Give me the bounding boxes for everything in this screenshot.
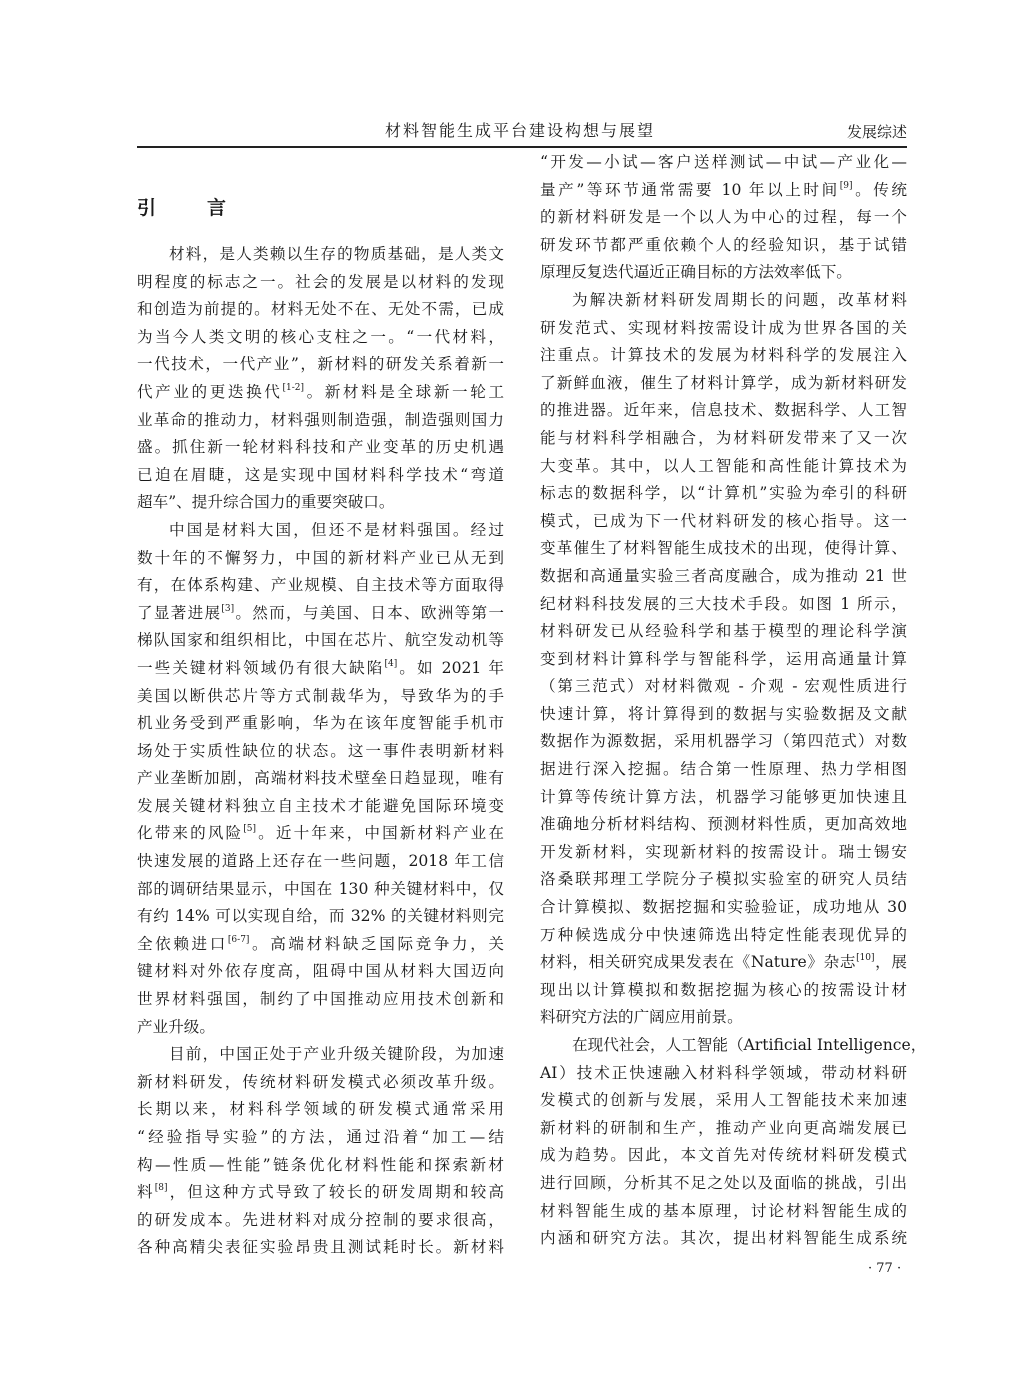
line-text: 数据作为源数据，采用机器学习（第四范式）对数 bbox=[540, 732, 907, 751]
text-line bbox=[540, 1060, 907, 1088]
text-line bbox=[137, 241, 504, 269]
text-line bbox=[137, 1207, 504, 1235]
line-text: 快速计算，将计算得到的数据与实验数据及文献 bbox=[540, 704, 907, 723]
line-text: 全依赖进口 bbox=[137, 934, 228, 953]
text-line bbox=[137, 958, 504, 986]
text-line bbox=[540, 287, 907, 315]
line-text: 能与材料科学相融合，为材料研发带来了又一次 bbox=[540, 428, 907, 447]
text-line bbox=[540, 480, 907, 508]
line-text: “经验指导实验”的方法，通过沿着“加工—结 bbox=[137, 1128, 504, 1146]
line-text: （第三范式）对材料微观 - 介观 - 宏观性质进行 bbox=[540, 677, 907, 696]
line-text: 有，在体系构建、产业规模、自主技术等方面取得 bbox=[137, 576, 504, 595]
line-text: 美国以断供芯片等方式制裁华为，导致华为的手 bbox=[137, 686, 504, 705]
text-line bbox=[540, 866, 907, 894]
line-text: 。传统 bbox=[852, 180, 907, 199]
text-line bbox=[540, 149, 907, 177]
citation-reference: [3] bbox=[221, 603, 235, 614]
text-line bbox=[137, 793, 504, 821]
line-text: 世界材料强国，制约了中国推动应用技术创新和 bbox=[137, 990, 504, 1009]
text-line bbox=[137, 434, 504, 462]
text-line bbox=[137, 324, 504, 352]
line-text: AI）技术正快速融入材料科学领域，带动材料研 bbox=[540, 1063, 907, 1082]
line-text: 计算等传统计算方法，机器学习能够更加快速且 bbox=[540, 787, 907, 806]
line-text: 盛。抓住新一轮材料科技和产业变革的历史机遇 bbox=[137, 438, 504, 457]
line-text: 据进行深入挖掘。结合第一性原理、热力学相图 bbox=[540, 760, 907, 779]
text-line bbox=[137, 269, 504, 297]
text-line bbox=[540, 370, 907, 398]
text-line bbox=[540, 535, 907, 563]
paragraph bbox=[540, 1032, 927, 1253]
text-line bbox=[540, 894, 907, 922]
text-line bbox=[137, 903, 504, 931]
text-line bbox=[137, 379, 504, 407]
running-header-title: 材料智能生成平台建设构想与展望 bbox=[384, 121, 655, 140]
citation-reference: [10] bbox=[856, 953, 875, 964]
line-text: 变革催生了材料智能生成技术的出现，使得计算、 bbox=[540, 539, 907, 558]
line-text: “开发—小试—客户送样测试—中试—产业化— bbox=[540, 153, 907, 171]
line-text: 代产业的更迭换代 bbox=[137, 382, 283, 401]
line-text: 部的调研结果显示，中国在 130 种关键材料中，仅 bbox=[137, 879, 504, 898]
line-text: 。如 2021 年 bbox=[397, 658, 504, 677]
text-line bbox=[540, 177, 907, 205]
line-text: 快速发展的道路上还存在一些问题，2018 年工信 bbox=[137, 852, 504, 871]
line-text: 研发范式、实现材料按需设计成为世界各国的关 bbox=[540, 318, 907, 337]
text-line bbox=[540, 1142, 907, 1170]
line-text: 一些关键材料领域仍有很大缺陷 bbox=[137, 658, 385, 677]
text-line bbox=[137, 407, 504, 435]
text-line bbox=[137, 1014, 504, 1042]
line-text: 的推进器。近年来，信息技术、数据科学、人工智 bbox=[540, 401, 907, 420]
line-text: 合计算模拟、数据挖掘和实验验证，成功地从 30 bbox=[540, 898, 907, 917]
line-text: 原理反复迭代逼近正确目标的方法效率低下。 bbox=[540, 263, 852, 282]
line-text: 一代技术，一代产业”，新材料的研发关系着新一 bbox=[137, 355, 504, 374]
line-text: 了新鲜血液，催生了材料计算学，成为新材料研发 bbox=[540, 373, 907, 392]
text-line bbox=[137, 765, 504, 793]
text-line bbox=[137, 931, 504, 959]
text-line bbox=[540, 977, 907, 1005]
line-text: 了显著进展 bbox=[137, 603, 222, 622]
citation-reference: [4] bbox=[384, 658, 398, 669]
line-text: 。新材料是全球新一轮工 bbox=[303, 382, 504, 401]
line-text: 新材料的研制和生产，推动产业向更高端发展已 bbox=[540, 1118, 907, 1137]
line-text: 量产”等环节通常需要 10 年以上时间 bbox=[540, 180, 840, 199]
line-text: 数十年的不懈努力，中国的新材料产业已从无到 bbox=[137, 548, 504, 567]
line-text: 材料研发已从经验科学和基于模型的理论科学演 bbox=[540, 622, 907, 641]
paragraph bbox=[137, 517, 504, 1041]
text-line bbox=[137, 683, 504, 711]
line-text: 各种高精尖表征实验昂贵且测试耗时长。新材料 bbox=[137, 1238, 504, 1257]
line-text: 业革命的推动力，材料强则制造强，制造强则国力 bbox=[137, 410, 504, 429]
line-text: 洛桑联邦理工学院分子模拟实验室的研究人员结 bbox=[540, 870, 907, 889]
text-line bbox=[137, 462, 504, 490]
line-text: 长期以来，材料科学领域的研发模式通常采用 bbox=[137, 1100, 504, 1119]
text-line bbox=[137, 655, 504, 683]
text-line bbox=[137, 1124, 504, 1152]
line-text: 新材料研发，传统材料研发模式必须改革升级。 bbox=[137, 1072, 504, 1091]
line-text: 材料，相关研究成果发表在《Nature》杂志 bbox=[540, 953, 857, 972]
citation-reference: [9] bbox=[839, 180, 853, 191]
text-line bbox=[540, 1032, 927, 1060]
text-line bbox=[137, 517, 504, 545]
line-text: 机业务受到严重影响，华为在该年度智能手机市 bbox=[137, 714, 504, 733]
line-text: 数据和高通量实验三者高度融合，成为推动 21 世 bbox=[540, 566, 907, 585]
line-text: 变到材料计算科学与智能科学，运用高通量计算 bbox=[540, 649, 907, 668]
text-line bbox=[137, 351, 504, 379]
text-line bbox=[540, 701, 907, 729]
line-text: 准确地分析材料结构、预测材料性质，更加高效地 bbox=[540, 815, 907, 834]
text-line bbox=[540, 204, 907, 232]
line-text: 的新材料研发是一个以人为中心的过程，每一个 bbox=[540, 208, 907, 227]
line-text: 为解决新材料研发周期长的问题，改革材料 bbox=[572, 290, 907, 309]
line-text: ，但这种方式导致了较长的研发周期和较高 bbox=[167, 1183, 504, 1202]
text-line bbox=[540, 397, 907, 425]
citation-reference: [8] bbox=[154, 1183, 168, 1194]
text-line bbox=[540, 232, 907, 260]
line-text: 材料智能生成的基本原理，讨论材料智能生成的 bbox=[540, 1201, 907, 1220]
line-text: 明程度的标志之一。社会的发展是以材料的发现 bbox=[137, 272, 504, 291]
section-heading: 引 言 bbox=[137, 197, 243, 219]
line-text: 开发新材料，实现新材料的按需设计。瑞士锡安 bbox=[540, 842, 907, 861]
text-line bbox=[540, 453, 907, 481]
line-text: 。近十年来，中国新材料产业在 bbox=[256, 824, 504, 843]
text-line bbox=[137, 1179, 504, 1207]
text-line bbox=[540, 508, 907, 536]
text-line bbox=[540, 811, 907, 839]
line-text: 材料，是人类赖以生存的物质基础，是人类文 bbox=[169, 245, 504, 263]
paragraph bbox=[137, 241, 504, 517]
text-line bbox=[137, 296, 504, 324]
text-line bbox=[137, 572, 504, 600]
paragraph bbox=[540, 149, 907, 287]
line-text: 场处于实质性缺位的状态。这一事件表明新材料 bbox=[137, 741, 504, 760]
line-text: 料研究方法的广阔应用前景。 bbox=[540, 1008, 743, 1027]
text-line bbox=[137, 1069, 504, 1097]
line-text: 目前，中国正处于产业升级关键阶段，为加速 bbox=[169, 1045, 504, 1064]
text-line bbox=[137, 1234, 504, 1262]
line-text: 产业升级。 bbox=[137, 1017, 215, 1036]
line-text: 进行回顾，分析其不足之处以及面临的挑战，引出 bbox=[540, 1173, 907, 1192]
line-text: 料 bbox=[137, 1183, 155, 1202]
text-line bbox=[137, 1152, 504, 1180]
text-line bbox=[540, 618, 907, 646]
line-text: 有约 14% 可以实现自给，而 32% 的关键材料则完 bbox=[137, 907, 504, 926]
text-line bbox=[137, 545, 504, 573]
text-line bbox=[137, 1096, 504, 1124]
line-text: 产业垄断加剧，高端材料技术壁垒日趋显现，唯有 bbox=[137, 769, 504, 788]
text-line bbox=[540, 673, 907, 701]
text-line bbox=[540, 839, 907, 867]
line-text: 化带来的风险 bbox=[137, 824, 244, 843]
text-line bbox=[540, 1170, 907, 1198]
text-line bbox=[137, 820, 504, 848]
line-text: 发模式的创新与发展，采用人工智能技术来加速 bbox=[540, 1091, 907, 1110]
text-line bbox=[540, 1198, 907, 1226]
paragraph bbox=[540, 287, 907, 1032]
text-line bbox=[137, 600, 504, 628]
line-text: 现出以计算模拟和数据挖掘为核心的按需设计材 bbox=[540, 980, 907, 999]
left-column bbox=[137, 241, 504, 1262]
line-text: ，展 bbox=[874, 953, 907, 972]
line-text: 研发环节都严重依赖个人的经验知识，基于试错 bbox=[540, 235, 907, 254]
citation-reference: [6-7] bbox=[227, 934, 250, 945]
line-text: 大变革。其中，以人工智能和高性能计算技术为 bbox=[540, 456, 907, 475]
text-line bbox=[540, 1004, 907, 1032]
header-rule bbox=[137, 146, 907, 148]
line-text: 。高端材料缺乏国际竞争力，关 bbox=[249, 934, 504, 953]
running-header-section: 发展综述 bbox=[846, 123, 907, 141]
text-line bbox=[137, 876, 504, 904]
text-line bbox=[540, 728, 907, 756]
paragraph bbox=[137, 1041, 504, 1262]
page-number: · 77 · bbox=[868, 1261, 902, 1276]
line-text: 和创造为前提的。材料无处不在、无处不需，已成 bbox=[137, 300, 504, 319]
line-text: 构—性质—性能”链条优化材料性能和探索新材 bbox=[137, 1155, 504, 1174]
line-text: 在现代社会，人工智能（Artificial Intelligence， bbox=[572, 1036, 927, 1054]
line-text: 纪材料科技发展的三大技术手段。如图 1 所示， bbox=[540, 594, 907, 613]
line-text: 内涵和研究方法。其次，提出材料智能生成系统 bbox=[540, 1229, 907, 1248]
text-line bbox=[540, 756, 907, 784]
line-text: 梯队国家和组织相比，中国在芯片、航空发动机等 bbox=[137, 631, 504, 650]
citation-reference: [1-2] bbox=[282, 382, 304, 393]
line-text: 发展关键材料独立自主技术才能避免国际环境变 bbox=[137, 796, 504, 815]
text-line bbox=[540, 922, 907, 950]
line-text: 成为趋势。因此，本文首先对传统材料研发模式 bbox=[540, 1146, 907, 1165]
text-line bbox=[540, 425, 907, 453]
line-text: 。然而，与美国、日本、欧洲等第一 bbox=[234, 603, 504, 622]
line-text: 万种候选成分中快速筛选出特定性能表现优异的 bbox=[540, 925, 907, 944]
citation-reference: [5] bbox=[243, 824, 257, 835]
text-line bbox=[540, 1225, 907, 1253]
line-text: 模式，已成为下一代材料研发的核心指导。这一 bbox=[540, 511, 907, 530]
text-line bbox=[540, 342, 907, 370]
text-line bbox=[540, 784, 907, 812]
right-column bbox=[540, 149, 927, 1253]
text-line bbox=[137, 627, 504, 655]
line-text: 的研发成本。先进材料对成分控制的要求很高， bbox=[137, 1210, 504, 1229]
text-line bbox=[540, 646, 907, 674]
line-text: 中国是材料大国，但还不是材料强国。经过 bbox=[169, 520, 504, 539]
text-line bbox=[540, 591, 907, 619]
text-line bbox=[137, 986, 504, 1014]
line-text: 键材料对外依存度高，阻碍中国从材料大国迈向 bbox=[137, 962, 504, 981]
text-line bbox=[137, 489, 504, 517]
text-line bbox=[137, 710, 504, 738]
text-line bbox=[137, 848, 504, 876]
text-line bbox=[540, 1087, 907, 1115]
text-line bbox=[540, 315, 907, 343]
line-text: 为当今人类文明的核心支柱之一。“一代材料， bbox=[137, 327, 504, 346]
text-line bbox=[540, 949, 907, 977]
text-line bbox=[137, 738, 504, 766]
text-line bbox=[540, 259, 907, 287]
line-text: 超车”、提升综合国力的重要突破口。 bbox=[137, 493, 395, 512]
text-line bbox=[540, 1115, 907, 1143]
line-text: 已迫在眉睫，这是实现中国材料科学技术“弯道 bbox=[137, 465, 504, 484]
line-text: 标志的数据科学，以“计算机”实验为牵引的科研 bbox=[540, 484, 907, 503]
line-text: 注重点。计算技术的发展为材料科学的发展注入 bbox=[540, 346, 907, 365]
text-line bbox=[137, 1041, 504, 1069]
text-line bbox=[540, 563, 907, 591]
